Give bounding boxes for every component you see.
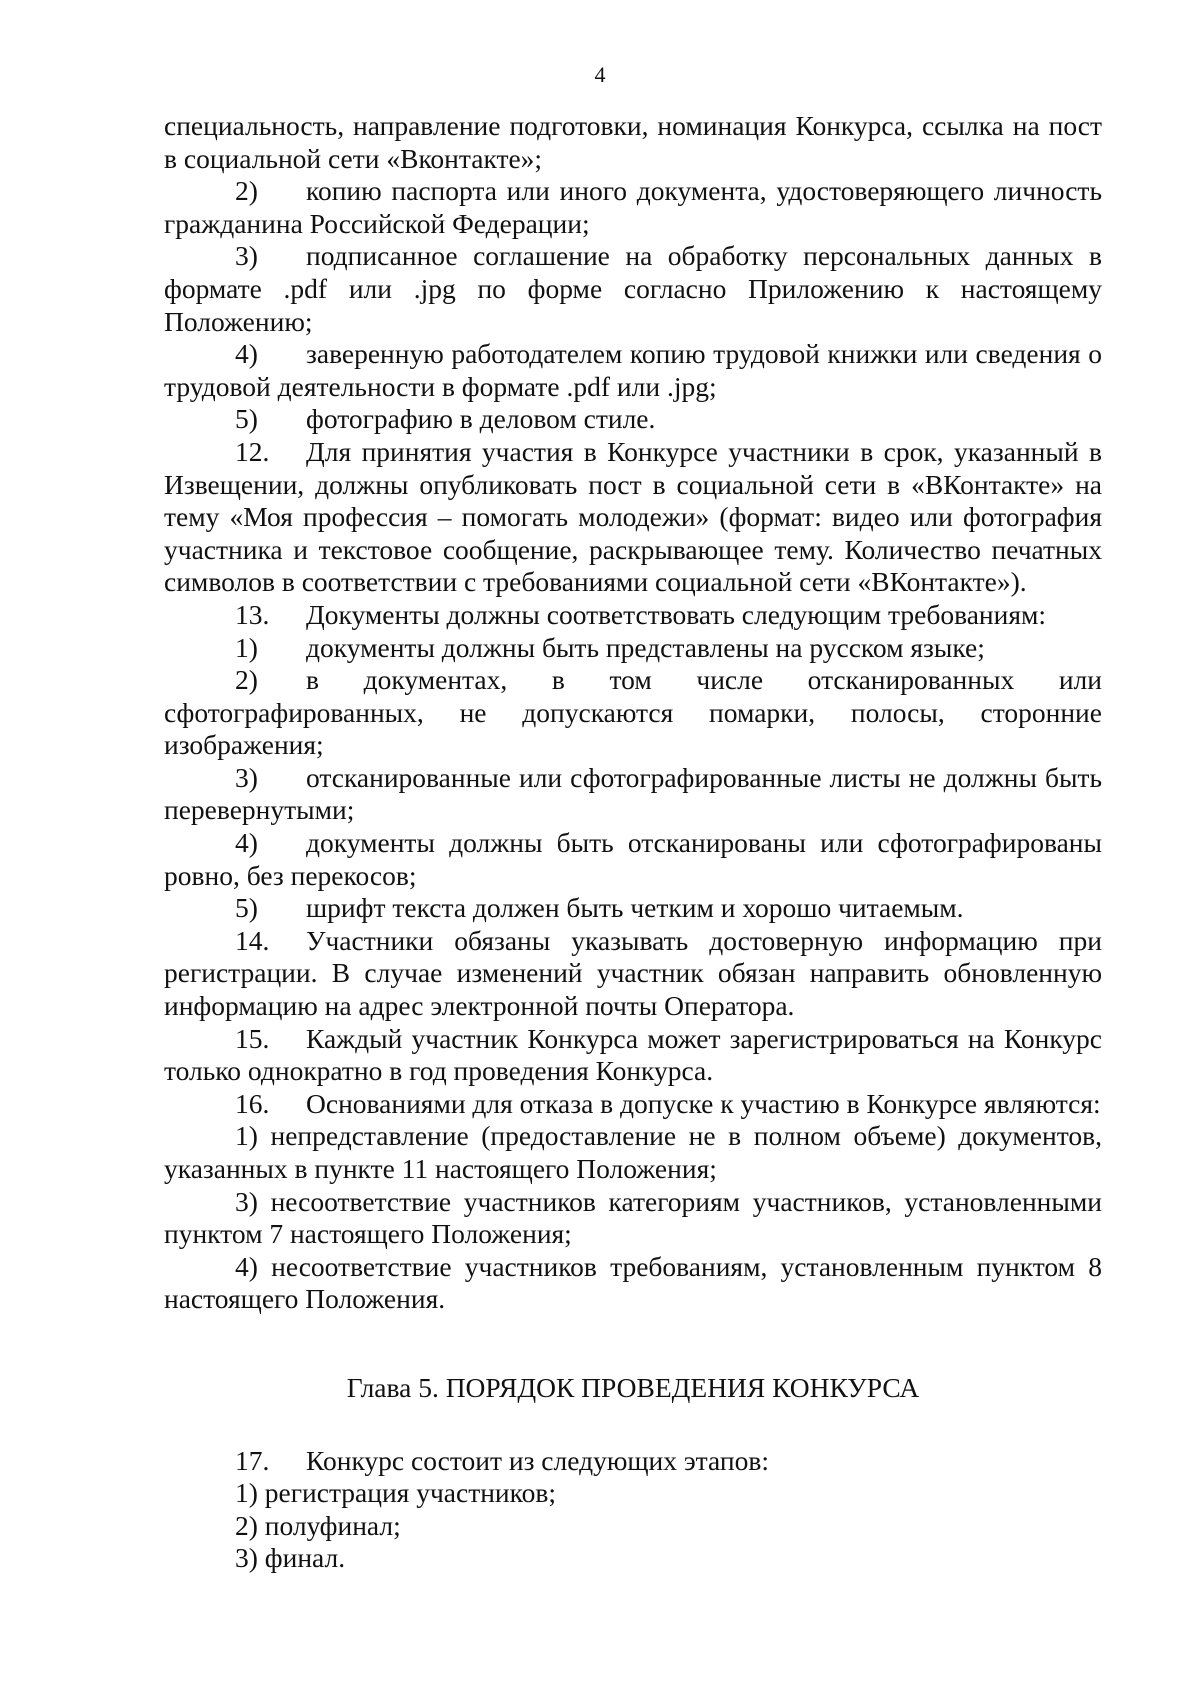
paragraph-13-1 xyxy=(164,632,1102,665)
paragraph-15 xyxy=(164,1023,1102,1088)
item-number: 14. xyxy=(235,924,270,956)
item-number: 3) xyxy=(235,240,258,272)
item-text: фотографию в деловом стиле. xyxy=(306,403,656,435)
paragraph-13-3 xyxy=(164,762,1102,827)
item-text: подписанное соглашение на обработку персональных данных в формате .pdf или .jpg по форме согласно Приложению к настоящему Положению; xyxy=(164,240,1102,337)
chapter-title: Глава 5. ПОРЯДОК ПРОВЕДЕНИЯ КОНКУРСА xyxy=(346,1371,920,1403)
paragraph-12 xyxy=(164,436,1102,599)
paragraph-13-5 xyxy=(164,892,1102,925)
paragraph-11-4 xyxy=(164,338,1102,403)
item-text: шрифт текста должен быть четким и хорошо читаемым. xyxy=(306,892,964,924)
item-number: 4) xyxy=(235,338,258,370)
paragraph-17 xyxy=(164,1445,1102,1478)
paragraph-13-4 xyxy=(164,827,1102,892)
stage-final: 3) финал. xyxy=(235,1542,346,1574)
paragraph-11-2 xyxy=(164,175,1102,240)
item-number: 4) xyxy=(235,827,258,859)
paragraph-11-3 xyxy=(164,240,1102,338)
item-text: документы должны быть отсканированы или сфотографированы ровно, без перекосов; xyxy=(164,827,1102,891)
paragraph-14 xyxy=(164,925,1102,1023)
paragraph-11-5 xyxy=(164,403,1102,436)
item-number: 2) xyxy=(235,664,258,696)
item-text: отсканированные или сфотографированные листы не должны быть перевернутыми; xyxy=(164,761,1102,826)
item-number: 12. xyxy=(235,435,270,467)
item-number: 13. xyxy=(235,598,270,630)
item-text: заверенную работодателем копию трудовой книжки или сведения о трудовой деятельности в формате .pdf или .jpg; xyxy=(164,338,1102,402)
paragraph-16 xyxy=(164,1088,1102,1121)
item-text: копию паспорта или иного документа, удостоверяющего личность гражданина Российской Федерации; xyxy=(164,175,1102,239)
item-text: документы должны быть представлены на русском языке; xyxy=(306,631,985,663)
item-text: Документы должны соответствовать следующим требованиям: xyxy=(306,598,1047,630)
item-text: Участники обязаны указывать достоверную информацию при регистрации. В случае изменений участник обязан направить обновленную информацию на адрес электронной почты Оператора. xyxy=(164,924,1102,1022)
item-number: 17. xyxy=(235,1444,270,1476)
item-text: Основаниями для отказа в допуске к участию в Конкурсе являются: xyxy=(306,1087,1101,1119)
page-number: 4 xyxy=(594,62,606,87)
item-number: 1) xyxy=(235,631,258,663)
item-number: 5) xyxy=(235,403,258,435)
item-number: 3) xyxy=(235,761,258,793)
paragraph-11-1-tail: специальность, направление подготовки, номинация Конкурса, ссылка на пост в социальной сети «Вконтакте»; xyxy=(164,110,1102,174)
item-text: Для принятия участия в Конкурсе участники в срок, указанный в Извещении, должны опубликовать пост в социальной сети в «ВКонтакте» на тему «Моя профессия – помогать молодежи» (формат: видео или фотография участника и текстовое сообщение, раскрывающее тему. Количество печатных символов в соответствии с требованиями социальной сети «ВКонтакте»). xyxy=(164,435,1102,598)
item-number: 16. xyxy=(235,1087,270,1119)
item-number: 5) xyxy=(235,892,258,924)
stage-semifinal: 2) полуфинал; xyxy=(235,1509,401,1541)
document-body xyxy=(164,110,1102,1575)
paragraph-16-4: 4) несоответствие участников требованиям, установленным пунктом 8 настоящего Положения. xyxy=(164,1250,1102,1315)
spacer xyxy=(164,1405,1102,1445)
item-text: Конкурс состоит из следующих этапов: xyxy=(306,1444,769,1476)
item-number: 2) xyxy=(235,175,258,207)
item-text: Каждый участник Конкурса может зарегистрироваться на Конкурс только однократно в год проведения Конкурса. xyxy=(164,1022,1102,1087)
paragraph-16-3: 3) несоответствие участников категориям участников, установленными пунктом 7 настоящего Положения; xyxy=(164,1185,1102,1250)
item-text: в документах, в том числе отсканированных или сфотографированных, не допускаются помарки, полосы, сторонние изображения; xyxy=(164,664,1102,761)
item-number: 15. xyxy=(235,1022,270,1054)
paragraph-13 xyxy=(164,599,1102,632)
paragraph-16-1: 1) непредставление (предоставление не в полном объеме) документов, указанных в пункте 11 настоящего Положения; xyxy=(164,1120,1102,1184)
stage-registration: 1) регистрация участников; xyxy=(235,1477,556,1509)
paragraph-13-2 xyxy=(164,664,1102,762)
